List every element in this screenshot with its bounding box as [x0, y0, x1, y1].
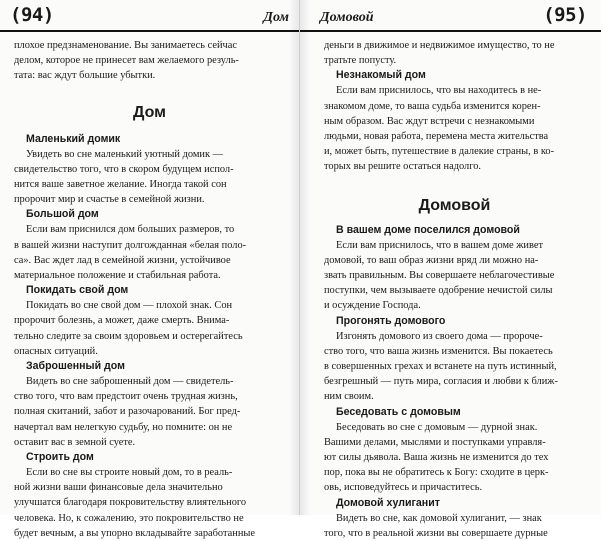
text-line: Увидеть во сне маленький уютный домик — [26, 148, 224, 160]
gutter-shadow [300, 0, 310, 515]
section-title: Домовой [418, 196, 491, 214]
subsection-title: Маленький домик [26, 132, 121, 145]
text-line: опасных ситуаций. [14, 345, 98, 357]
subsection-title: Беседовать с домовым [336, 405, 461, 418]
gutter-shadow [289, 0, 299, 515]
page-body [324, 38, 585, 541]
text-line: и, может быть, путешествие в далекие страны, в ко- [324, 146, 555, 158]
subsection-title: Прогонять домового [336, 314, 446, 327]
page-number: (94) [10, 4, 54, 26]
running-head: Дом [263, 10, 289, 25]
text-line: будет вечным, а вы упорно вкладывайте заработанные [14, 527, 255, 539]
text-line: человека. Но, к сожалению, это покровительство не [14, 512, 244, 524]
text-line: Покидать во сне свой дом — плохой знак. Сон [26, 300, 233, 312]
text-line: домовой, то ваш образ жизни вряд ли можно на- [324, 254, 539, 266]
text-line: са». Вас ждет лад в семейной жизни, устойчивое [14, 254, 231, 266]
text-line: в вашей жизни наступит долгожданная «белая поло- [14, 239, 247, 251]
text-line: свидетельство того, что в скором будущем испол- [14, 163, 234, 175]
text-line: материальное положение и стабильная работа. [14, 270, 221, 282]
text-line: полная скитаний, забот и разочарований. Бог пред- [14, 406, 241, 418]
page-header [0, 4, 299, 32]
text-line: торых вы решите остаться надолго. [324, 161, 482, 173]
text-line: ним своим. [324, 391, 374, 403]
text-line: ной жизни ваши финансовые дела значительно [14, 482, 223, 494]
text-line: Если вам приснился дом больших размеров, то [26, 224, 235, 236]
text-line: безгрешный — путь мира, согласия и любви к ближ- [324, 376, 558, 388]
text-line: звать правильным. Вы совершаете неблагочестивые [324, 270, 555, 282]
text-line: начертал вам нелегкую судьбу, но помните: он не [14, 421, 233, 433]
text-line: Если вам приснилось, что в вашем доме живет [336, 239, 543, 251]
text-line: делом, которое не принесет вам желаемого резуль- [14, 55, 239, 67]
text-line: пророчит мир и счастье в семейной жизни. [14, 194, 205, 206]
text-line: Вашими делами, мыслями и поступками управля- [324, 436, 546, 448]
text-line: поступки, чем вызываете одобрение нечистой силы [324, 285, 553, 297]
text-line: в совершенных грехах и встанете на путь истинный, [324, 361, 557, 373]
section-title: Дом [133, 103, 166, 121]
text-line: овь, исповедуйтесь и причаститесь. [324, 482, 483, 494]
text-line: Изгонять домового из своего дома — пророче- [336, 330, 543, 342]
text-line: ным образом. Вас ждут встречи с незнакомыми [324, 115, 535, 127]
right-page [300, 0, 601, 539]
subsection-title: Строить дом [26, 451, 94, 464]
page-number: (95) [543, 4, 587, 26]
text-line: тратьте попусту. [324, 55, 397, 67]
left-page [0, 0, 300, 539]
text-line: Видеть во сне заброшенный дом — свидетель- [26, 376, 234, 388]
running-head: Домовой [320, 10, 374, 25]
text-line: Если вам приснилось, что вы находитесь в не- [336, 85, 542, 97]
text-line: деньги в движимое и недвижимое имущество, то не [324, 40, 555, 51]
text-line: людьми, новая работа, перемена места жительства [324, 131, 549, 143]
text-line: ство того, что ваша жизнь изменится. Вы покаетесь [324, 345, 553, 357]
text-line: улучшатся благодаря покровительству влиятельного [14, 497, 247, 509]
text-line: и осуждение Господа. [324, 300, 421, 312]
page-body [14, 38, 285, 541]
subsection-title: Покидать свой дом [26, 284, 129, 297]
subsection-title: Домовой хулиганит [336, 496, 440, 509]
text-line: Беседовать во сне с домовым — дурной знак. [336, 421, 538, 433]
subsection-title: В вашем доме поселился домовой [336, 223, 520, 236]
text-line: Видеть во сне, как домовой хулиганит, — знак [336, 512, 542, 524]
text-line: нится ваше заветное желание. Иногда такой сон [14, 179, 227, 191]
text-line: Если во сне вы строите новый дом, то в реаль- [26, 467, 233, 479]
subsection-title: Заброшенный дом [26, 360, 125, 373]
text-line: пор, пока вы не обратитесь к Богу: сходите в церк- [324, 467, 549, 479]
text-line: ют силы дьявола. Ваша жизнь не изменится до тех [324, 452, 549, 464]
subsection-title: Незнакомый дом [336, 69, 426, 82]
text-line: плохое предзнаменование. Вы занимаетесь сейчас [14, 40, 237, 51]
page-header [300, 4, 601, 32]
text-line: оставит вас в земной суете. [14, 436, 136, 448]
text-line: ство того, что вам предстоит очень трудная жизнь, [14, 391, 238, 403]
text-line: тата: вас ждут большие убытки. [14, 70, 156, 82]
subsection-title: Большой дом [26, 208, 99, 221]
text-line: того, что в реальной жизни вы совершаете дурные [324, 527, 548, 539]
text-line: тельно следите за своим здоровьем и остерегайтесь [14, 330, 243, 342]
text-line: знакомом доме, то ваша судьба изменится корен- [324, 100, 541, 112]
text-line: пророчит болезнь, а может, даже смерть. Внима- [14, 315, 230, 327]
